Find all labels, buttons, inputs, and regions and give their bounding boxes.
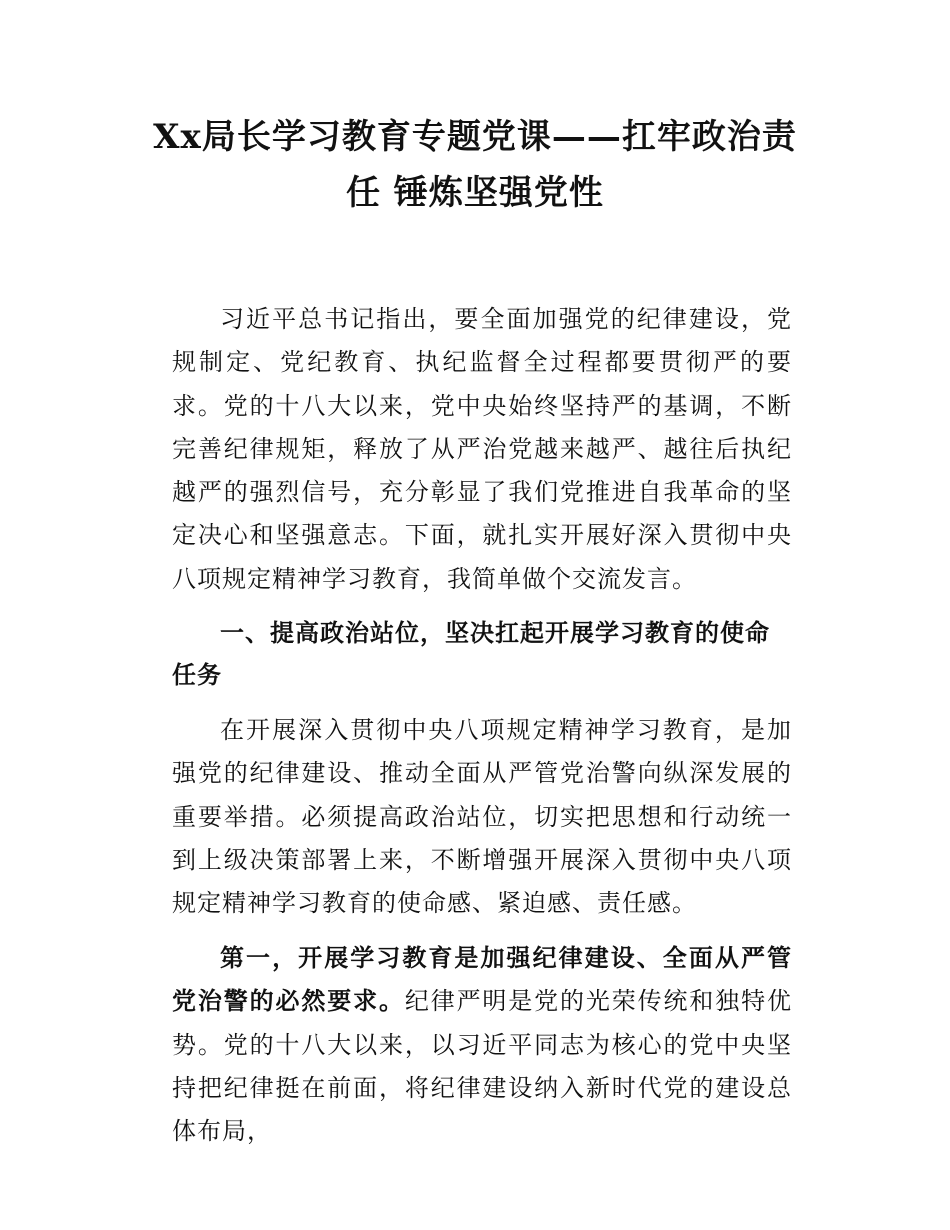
section-1-paragraph: 在开展深入贯彻中央八项规定精神学习教育，是加强党的纪律建设、推动全面从严管党治警向纵深发展的重要举措。必须提高政治站位，切实把思想和行动统一到上级决策部署上来，不断增强开展深入贯彻中央八项规定精神学习教育的使命感、紧迫感、责任感。: [172, 716, 792, 918]
section-heading-1: 一、提高政治站位，坚决扛起开展学习教育的使命任务: [172, 619, 770, 689]
intro-paragraph: 习近平总书记指出，要全面加强党的纪律建设，党规制定、党纪教育、执纪监督全过程都要贯彻严的要求。党的十八大以来，党中央始终坚持严的基调，不断完善纪律规矩，释放了从严治党越来越严、越往后执纪越严的强烈信号，充分彰显了我们党推进自我革命的坚定决心和坚强意志。下面，就扎实开展好深入贯彻中央八项规定精神学习教育，我简单做个交流发言。: [172, 305, 792, 593]
point-1-body: 纪律严明是党的光荣传统和独特优势。党的十八大以来，以习近平同志为核心的党中央坚持把纪律挺在前面，将纪律建设纳入新时代党的建设总体布局，: [172, 987, 793, 1146]
document-title: Xx局长学习教育专题党课——扛牢政治责任 锤炼坚强党性: [153, 117, 797, 213]
point-1-lead: 第一，开展学习教育是加强纪律建设、全面从严管党治警的必然要求。: [172, 944, 792, 1016]
point-1-paragraph: [172, 937, 792, 1153]
